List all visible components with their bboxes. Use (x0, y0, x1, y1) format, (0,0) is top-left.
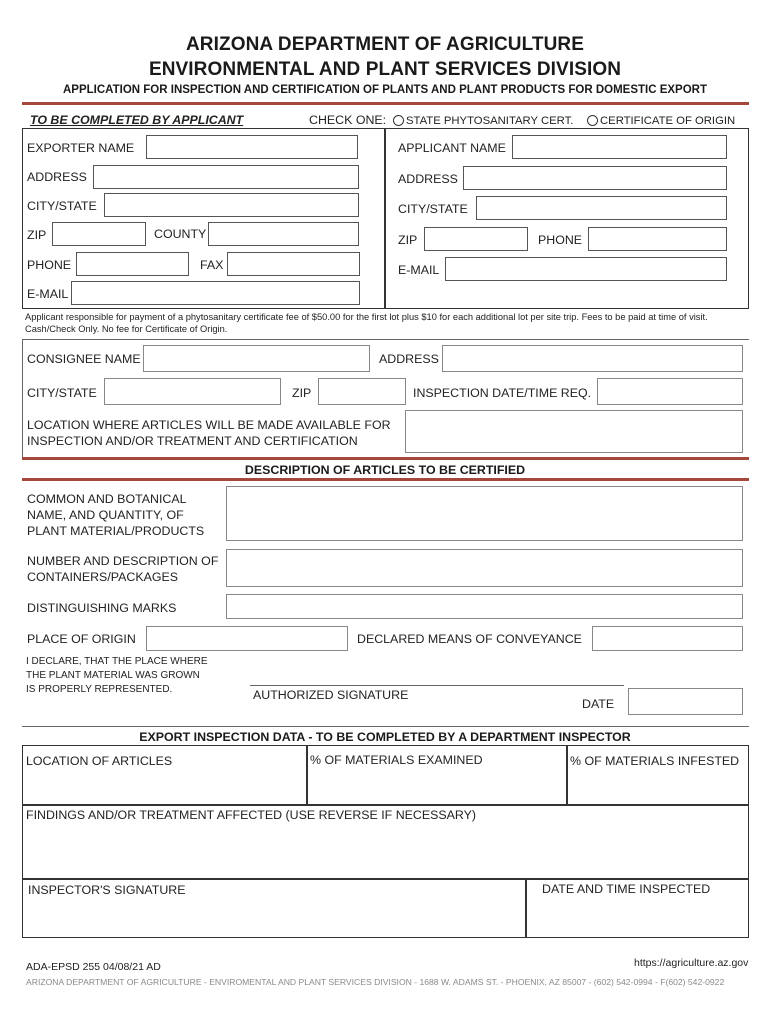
location-label-line2: INSPECTION AND/OR TREATMENT AND CERTIFICATION (27, 434, 358, 448)
inspection-divider-2 (566, 745, 568, 805)
location-input[interactable] (405, 410, 743, 453)
signature-line[interactable] (250, 685, 624, 686)
applicant-zip-label: ZIP (398, 233, 418, 247)
origin-cert-radio[interactable] (587, 115, 598, 126)
exporter-zip-label: ZIP (27, 228, 47, 242)
common-name-label-3: PLANT MATERIAL/PRODUCTS (27, 524, 205, 538)
exporter-county-label: COUNTY (154, 227, 207, 241)
materials-infested-label: % OF MATERIALS INFESTED (570, 754, 740, 768)
containers-label-1: NUMBER AND DESCRIPTION OF (27, 554, 219, 568)
inspection-heading: EXPORT INSPECTION DATA - TO BE COMPLETED BY A DEPARTMENT INSPECTOR (139, 730, 631, 744)
inspection-date-input[interactable] (597, 378, 743, 405)
inspection-divider-3 (525, 878, 527, 938)
exporter-county-input[interactable] (208, 222, 359, 246)
inspection-date-label: INSPECTION DATE/TIME REQ. (413, 386, 592, 400)
location-articles-label: LOCATION OF ARTICLES (26, 754, 173, 768)
materials-examined-label: % OF MATERIALS EXAMINED (310, 753, 483, 767)
inspector-signature-label: INSPECTOR'S SIGNATURE (28, 883, 186, 897)
origin-input[interactable] (146, 626, 348, 651)
declaration-line1: I DECLARE, THAT THE PLACE WHERE (26, 656, 208, 667)
exporter-address-input[interactable] (93, 165, 359, 189)
applicant-email-label: E-MAIL (398, 263, 440, 277)
applicant-name-input[interactable] (512, 135, 727, 159)
exporter-city-state-label: CITY/STATE (27, 199, 97, 213)
consignee-city-state-label: CITY/STATE (27, 386, 97, 400)
form-subtitle: APPLICATION FOR INSPECTION AND CERTIFICATION OF PLANTS AND PLANT PRODUCTS FOR DOMESTIC EXPORT (63, 84, 707, 96)
header-divider (22, 102, 749, 105)
consignee-top-line (22, 339, 749, 340)
footer-address: ARIZONA DEPARTMENT OF AGRICULTURE - ENVIROMENTAL AND PLANT SERVICES DIVISION - 1688 W. ADAMS ST. - PHOENIX, AZ 85007 - (602) 542-0994 - F(602) 542-0922 (26, 977, 725, 987)
website-url[interactable]: https://agriculture.az.gov (634, 957, 749, 969)
exporter-fax-input[interactable] (227, 252, 360, 276)
marks-input[interactable] (226, 594, 743, 619)
applicant-address-label: ADDRESS (398, 172, 458, 186)
applicant-zip-input[interactable] (424, 227, 528, 251)
declaration-line2: THE PLANT MATERIAL WAS GROWN (26, 670, 200, 681)
phytosanitary-radio[interactable] (393, 115, 404, 126)
applicant-heading: TO BE COMPLETED BY APPLICANT (30, 113, 244, 127)
applicant-box-divider (384, 128, 386, 309)
description-top-divider (22, 457, 749, 460)
origin-label: PLACE OF ORIGIN (27, 632, 136, 646)
findings-label: FINDINGS AND/OR TREATMENT AFFECTED (USE REVERSE IF NECESSARY) (26, 808, 477, 822)
inspection-box (22, 745, 749, 938)
consignee-name-label: CONSIGNEE NAME (27, 352, 141, 366)
phytosanitary-option-label: STATE PHYTOSANITARY CERT. (406, 115, 574, 127)
consignee-zip-input[interactable] (318, 378, 406, 405)
location-label-line1: LOCATION WHERE ARTICLES WILL BE MADE AVAILABLE FOR (27, 418, 391, 432)
applicant-city-state-label: CITY/STATE (398, 202, 468, 216)
consignee-zip-label: ZIP (292, 386, 312, 400)
consignee-name-input[interactable] (143, 345, 370, 372)
applicant-city-state-input[interactable] (476, 196, 727, 220)
marks-label: DISTINGUISHING MARKS (27, 601, 177, 615)
description-heading: DESCRIPTION OF ARTICLES TO BE CERTIFIED (244, 463, 526, 477)
date-label: DATE (582, 697, 615, 711)
inspection-top-line (22, 726, 749, 727)
exporter-address-label: ADDRESS (27, 170, 87, 184)
date-input[interactable] (628, 688, 743, 715)
inspection-row-line-2 (22, 878, 749, 880)
exporter-zip-input[interactable] (52, 222, 146, 246)
consignee-address-input[interactable] (442, 345, 743, 372)
consignee-city-state-input[interactable] (104, 378, 281, 405)
exporter-phone-label: PHONE (27, 258, 72, 272)
containers-label-2: CONTAINERS/PACKAGES (27, 570, 179, 584)
applicant-address-input[interactable] (463, 166, 727, 190)
inspection-row-line-1 (22, 804, 749, 806)
signature-label: AUTHORIZED SIGNATURE (253, 688, 409, 702)
exporter-email-label: E-MAIL (27, 287, 69, 301)
applicant-name-label: APPLICANT NAME (398, 141, 506, 155)
applicant-email-input[interactable] (445, 257, 727, 281)
exporter-fax-label: FAX (200, 258, 224, 272)
exporter-city-state-input[interactable] (104, 193, 359, 217)
conveyance-label: DECLARED MEANS OF CONVEYANCE (357, 632, 582, 646)
date-time-inspected-label: DATE AND TIME INSPECTED (542, 882, 711, 896)
applicant-phone-label: PHONE (538, 233, 583, 247)
common-name-label-1: COMMON AND BOTANICAL (27, 492, 187, 506)
consignee-address-label: ADDRESS (379, 352, 439, 366)
applicant-phone-input[interactable] (588, 227, 727, 251)
title-line-2: ENVIRONMENTAL AND PLANT SERVICES DIVISION (148, 59, 622, 80)
common-name-input[interactable] (226, 486, 743, 541)
description-heading-divider (22, 478, 749, 481)
origin-cert-option-label: CERTIFICATE OF ORIGIN (600, 115, 736, 127)
exporter-email-input[interactable] (71, 281, 360, 305)
declaration-line3: IS PROPERLY REPRESENTED. (26, 684, 173, 695)
containers-input[interactable] (226, 549, 743, 587)
exporter-phone-input[interactable] (76, 252, 189, 276)
check-one-label: CHECK ONE: (309, 113, 387, 127)
consignee-left-line (22, 339, 23, 458)
exporter-name-input[interactable] (146, 135, 358, 159)
common-name-label-2: NAME, AND QUANTITY, OF (27, 508, 184, 522)
title-line-1: ARIZONA DEPARTMENT OF AGRICULTURE (185, 34, 585, 55)
form-id: ADA-EPSD 255 04/08/21 AD (26, 961, 161, 973)
conveyance-input[interactable] (592, 626, 743, 651)
fee-note: Applicant responsible for payment of a phytosanitary certificate fee of $50.00 for the first lot plus $10 for each additional lot per site trip. Fees to be paid at time of visit. Cash/Check Only. No fee for Certificate of Origin. (25, 312, 708, 334)
exporter-name-label: EXPORTER NAME (27, 141, 135, 155)
inspection-divider-1 (306, 745, 308, 805)
